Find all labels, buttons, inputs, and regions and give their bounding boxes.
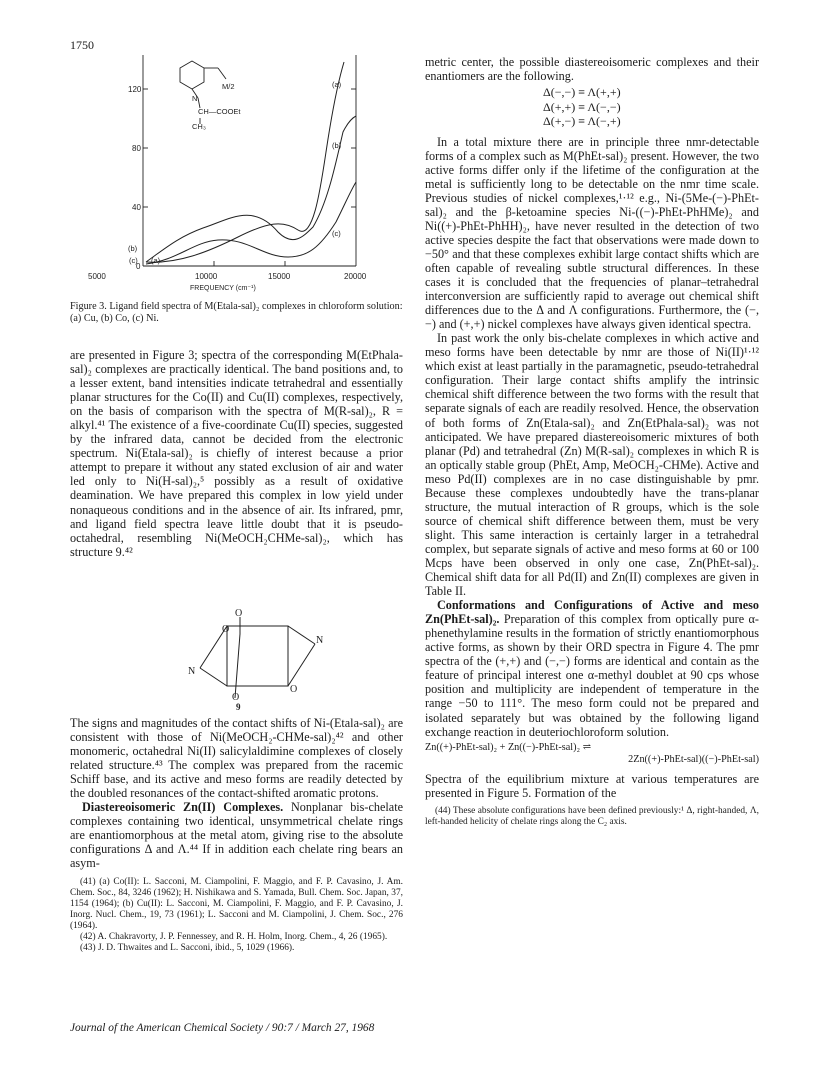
right-footnotes	[425, 806, 759, 828]
s9-o-top: O	[235, 608, 243, 619]
footnote-42: (42) A. Chakravorty, J. P. Fennessey, and R. H. Holm, Inorg. Chem., 4, 26 (1965).	[80, 931, 388, 942]
s9-number: 9	[236, 702, 241, 712]
configuration-equations	[543, 85, 759, 129]
footnote-41: (41) (a) Co(II): L. Sacconi, M. Ciampolini, F. Maggio, and F. P. Cavasino, J. Am. Chem. Soc., 84, 3246 (1962); H. Nishikawa and S. Yamada, Bull. Chem. Soc. Japan, 37, 1154 (1964); (b) Cu(II): L. Sacconi, M. Ciampolini, F. Maggio, and F. P. Cavasino, J. Inorg. Nucl. Chem., 19, 73 (1961); L. Sacconi and M. Ciampolini, J. Chem. Soc., 276 (1964).	[70, 876, 403, 931]
curve-label-a: (a)	[332, 80, 342, 89]
reaction-line-2: 2Zn((+)-PhEt-sal)((−)-PhEt-sal)	[628, 753, 759, 765]
s9-n-right: N	[316, 635, 324, 646]
right-para-5: Spectra of the equilibrium mixture at various temperatures are presented in Figure 5. Formation of the	[425, 771, 759, 800]
exchange-reaction	[425, 742, 759, 766]
struct-n-label: N	[192, 94, 198, 103]
left-footnotes	[70, 877, 403, 954]
left-para-1: are presented in Figure 3; spectra of the corresponding M(EtPhala-sal)₂ complexes are practically identical. The band positions and, to a lesser extent, band intensities indicate tetrahedral and essentially planar structures for the Co(II) and Cu(II) complexes, respectively, on the basis of comparison with the spectra of M(R-sal)₂, R = alkyl.⁴¹ The existence of a five-coordinate Cu(II) species, suggested by the infrared data, cannot be decided from the electronic spectrum. Ni(Etala-sal)₂ is chiefly of interest because a prior attempt to prepare it without any stated exclusion of air and water led only to Ni(H-sal)₂,⁵ possibly as a result of oxidative deamination. We have prepared this complex in low yield under nonaqueous conditions and in the absence of air. Its infrared, pmr, and ligand field spectra leave little doubt that it is pseudo-octahedral, resembling Ni(MeOCH₂CHMe-sal)₂, which has structure 9.⁴²	[70, 348, 403, 559]
footnote-43: (43) J. D. Thwaites and L. Sacconi, ibid., 5, 1029 (1966).	[80, 942, 295, 953]
equation-2: Δ(+,+) ≡ Λ(−,−)	[543, 99, 621, 114]
right-para-3: In past work the only bis-chelate complexes in which active and meso forms have been detectable by nmr are those of Ni(II)¹·¹² which exist at least partially in the paramagnetic, pseudo-tetrahedral configuration. Their large contact shifts amplify the intrinsic chemical shift difference between the two forms with the result that separate signals of each are readily resolved. Hence, the observation of both forms of Zn(Etala-sal)₂ and Zn(EtPhala-sal)₂ was not anticipated. We have prepared diastereoisomeric mixtures of both planar (Pd) and tetrahedral (Zn) M(R-sal)₂ complexes in which R is an optically stable group (PhEt, Amp, MeOCH₂-CHMe). Active and meso Pd(II) complexes are in no case distinguishable by pmr. Because these complexes undoubtedly have the trans-planar structure, the mutual interaction of R groups, which is the sole source of chemical shift difference between them, must be very slight. This same interaction is certainly larger in a tetrahedral complex, but separate signals of active and meso forms at 60 or 100 Mcps have been observed in only one case, Zn(PhEt-sal)₂. Chemical shift data for all Pd(II) and Zn(II) complexes are given in Table II.	[425, 331, 759, 599]
equation-3: Δ(+,−) ≡ Λ(−,+)	[543, 114, 621, 129]
x-tick-15000: 15000	[268, 272, 291, 281]
figure-3-caption: Figure 3. Ligand field spectra of M(Etala-sal)₂ complexes in chloroform solution: (a) Cu, (b) Co, (c) Ni.	[70, 301, 403, 324]
right-para-2: In a total mixture there are in principle three nmr-detectable forms of a complex such as M(PhEt-sal)₂ present. However, the two active forms differ only if the lifetime of the configuration at the metal is sufficiently long to be detectable on the nmr time scale. Previous studies of nickel complexes,¹·¹² e.g., Ni-(5Me-(−)-PhEt-sal)₂ and the β-ketoamine species Ni-((−)-PhEt-PhHMe)₂ and Ni((+)-PhEt-PhHH)₂, have never resulted in the detection of two active species despite the fact that observations were made down to −50° and that these complexes exhibit large contact shifts which are often capable of revealing subtle structural differences. In these cases it is concluded that the frequencies of planar–tetrahedral interconversion are sufficiently rapid to average out chemical shift differences due to the Δ and Λ configurations. Furthermore, the (−,−) and (+,+) nickel complexes have always given identical spectra.	[425, 134, 759, 332]
s9-o-bottom: O	[232, 692, 240, 703]
y-tick-40: 40	[132, 203, 141, 212]
left-column-bottom	[70, 716, 403, 954]
left-para-3: Diastereoisomeric Zn(II) Complexes. Nonplanar bis-chelate complexes containing two identical, unsymmetrical chelate rings are enantiomorphous at the metal atom, giving rise to the absolute configurations Δ and Λ.⁴⁴ If in addition each chelate ring bears an asym-	[70, 800, 403, 871]
s9-n-left: N	[188, 666, 196, 677]
equation-1: Δ(−,−) ≡ Λ(+,+)	[543, 85, 621, 100]
curve-label-c-low: (c)	[129, 256, 138, 265]
y-tick-120: 120	[128, 85, 142, 94]
x-axis-label: FREQUENCY (cm⁻¹)	[190, 285, 256, 292]
right-para-1: metric center, the possible diastereoisomeric complexes and their enantiomers are the following.	[425, 55, 759, 84]
curve-label-b: (b)	[332, 141, 342, 150]
curve-b-co	[146, 116, 356, 262]
x-tick-10000: 10000	[195, 272, 218, 281]
curve-c-ni	[146, 182, 356, 264]
curve-a-cu	[146, 62, 344, 262]
section-heading-conformations: Conformations and Configurations of Active and meso Zn(PhEt-sal)₂.	[425, 598, 759, 627]
right-column	[425, 55, 759, 828]
section-heading-zn: Diastereoisomeric Zn(II) Complexes.	[82, 800, 284, 815]
s9-o-right: O	[290, 684, 298, 695]
footnote-44: (44) These absolute configurations have been defined previously:¹ Δ, right-handed, Λ, left-handed helicity of chelate rings along the C₂ axis.	[425, 805, 759, 827]
journal-footer: Journal of the American Chemical Society / 90:7 / March 27, 1968	[70, 1022, 375, 1034]
y-tick-0: 0	[136, 262, 141, 271]
page-number: 1750	[70, 38, 94, 52]
x-tick-20000: 20000	[344, 272, 367, 281]
s9-o-left: O	[222, 624, 230, 635]
reaction-line-1: Zn((+)-PhEt-sal)₂ + Zn((−)-PhEt-sal)₂ ⇌	[425, 741, 592, 753]
curve-label-b-low: (b)	[128, 244, 138, 253]
struct-ch-label: CH—COOEt	[198, 107, 241, 116]
x-tick-5000: 5000	[88, 272, 106, 281]
left-para-2: The signs and magnitudes of the contact shifts of Ni-(Etala-sal)₂ are consistent with those of Ni(MeOCH₂-CHMe-sal)₂⁴² and other monomeric, octahedral Ni(II) salicylaldimine complexes of closely related structure.⁴³ The complex was prepared from the racemic Schiff base, and its active and meso forms are readily detected by the doubled resonances of the contact-shifted aromatic protons.	[70, 716, 403, 801]
struct-m-label: M/2	[222, 82, 235, 91]
y-tick-80: 80	[132, 144, 141, 153]
figure-3-spectra	[88, 52, 406, 297]
left-column-top	[70, 348, 403, 559]
curve-label-c: (c)	[332, 229, 341, 238]
curve-label-a-low: (a)	[151, 256, 161, 265]
right-para-4: Conformations and Configurations of Active and meso Zn(PhEt-sal)₂. Preparation of this complex from optically pure α-phenethylamine results in the formation of strictly enantiomorphous active forms, as shown by their ORD spectra in Figure 4. The pmr spectra of the (+,+) and (−,−) forms are identical and contain as the feature of principal interest one α-methyl doublet at 90 cps whose position and multiplicity are independent of temperature in the range −50 to 111°. The meso form could not be prepared and isolated separately but was obtained by the following ligand exchange reaction in deuteriochloroform solution.	[425, 598, 759, 739]
structure-9	[180, 608, 330, 712]
struct-ch3-label: CH₃	[192, 122, 206, 131]
